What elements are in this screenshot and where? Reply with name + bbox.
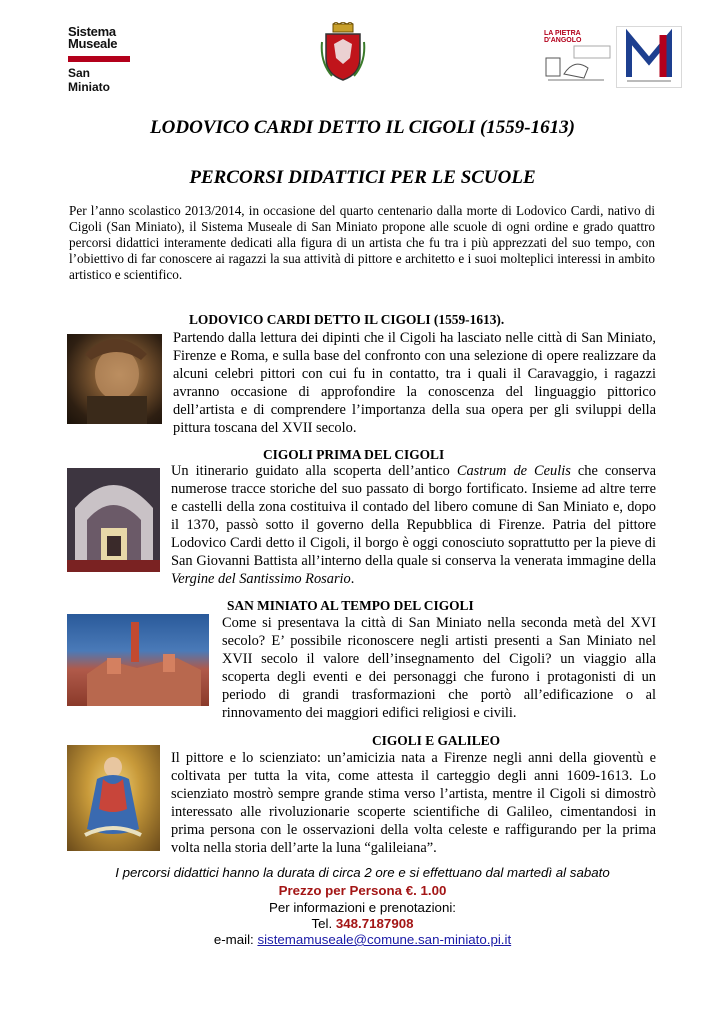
email-link[interactable]: sistemamuseale@comune.san-miniato.pi.it [257,932,512,947]
info-label: Per informazioni e prenotazioni: [269,900,456,915]
page-title: LODOVICO CARDI DETTO IL CIGOLI (1559-1613) [150,117,575,138]
city-painting-image [67,614,209,706]
section-text-4: Il pittore e lo scienziato: un’amicizia nata a Firenze negli anni della gioventù e coltivata per tutta la vita, come attesta il carteggio degli anni 1609-1613. Lo scienziato mostrò sempre grande stima verso l’artista, mentre il Cigoli si dimostrò interessato alle rivoluzionarie scoperte scientifiche di Galileo, cimentandosi in prima persona con le osservazioni della volta celeste e raffigurando per la prima volta nella storia dell’arte la luna “galileiana”. [171,750,656,856]
phone-number[interactable]: 348.7187908 [335,916,414,931]
la-pietra-dangolo-logo: LA PIETRA D'ANGOLO [544,30,614,82]
sistema-museale-logo: Sistema Museale San Miniato [68,26,132,84]
church-interior-image [67,468,160,572]
logo-red-bar [68,56,130,62]
email-line: e-mail: sistemamuseale@comune.san-miniato.pi.it [213,932,512,947]
madonna-painting-image [67,745,160,851]
intro-paragraph: Per l’anno scolastico 2013/2014, in occasione del quarto centenario dalla morte di Lodovico Cardi, nativo di Cigoli (San Miniato), il Sistema Museale di San Miniato propone alle scuole di ogni ordine e grado quattro percorsi didattici interamente dedicati alla figura di un artista che fu tra i più apprezzati del suo tempo, con l’obiettivo di far conoscere ai ragazzi la sua attività di pittore e architetto e i suoi molteplici interessi in ambito artistico e scientifico. [69,203,655,282]
portrait-image [67,334,162,424]
section-text-3: Come si presentava la città di San Miniato nella seconda metà del XVI secolo? E’ possibile riconoscere negli artisti presenti a San Miniato nel XVII secolo il valore dell’insegnamento del Cigoli? un viaggio alla scoperta degli eventi e dei personaggi che furono i protagonisti di un periodo di grandi trasformazioni che portò all’edificazione o al rinnovamento dei maggiori edifici religiosi e civili. [222,615,656,721]
coat-of-arms-icon [320,22,366,86]
section-text-2: Un itinerario guidato alla scoperta dell’antico Castrum de Ceulis che conserva numerose tracce storiche del suo passato di borgo fortificato. Insieme ad altre terre e castelli della zona costituiva il contado del libero comune di San Miniato e, dopo il 1370, passò sotto il governo della Repubblica di Firenze. Patria del pittore Lodovico Cardi detto il Cigoli, il borgo è oggi conosciuto soprattutto per la pieve di San Giovanni Battista all’interno della quale si conserva la venerata immagine della Vergine del Santissimo Rosario. [171,463,656,587]
price-label: Prezzo per Persona €. 1.00 [278,883,447,898]
m-logo [616,26,682,88]
duration-note: I percorsi didattici hanno la durata di circa 2 ore e si effettuano dal martedì al sabato [115,865,610,880]
section-heading-4: CIGOLI E GALILEO [372,733,500,748]
section-text-1: Partendo dalla lettura dei dipinti che il Cigoli ha lasciato nelle città di San Miniato, Firenze e Roma, e sulla base del confronto con una selezione di opere realizzare da alcuni celebri pittori con cui fu in contatto, tra i quali il Caravaggio, i ragazzi avranno occasione di approfondire la conoscenza del linguaggio pittorico dell’artista e di comprendere l’importanza della sua opera per gli sviluppi della pittura toscana del XVII secolo. [173,330,656,436]
page-subtitle: PERCORSI DIDATTICI PER LE SCUOLE [189,167,536,188]
section-heading-2: CIGOLI PRIMA DEL CIGOLI [263,447,445,462]
section-heading-1: LODOVICO CARDI DETTO IL CIGOLI (1559-1613). [189,312,505,327]
phone-line: Tel. 348.7187908 [311,916,414,931]
section-heading-3: SAN MINIATO AL TEMPO DEL CIGOLI [227,598,474,613]
